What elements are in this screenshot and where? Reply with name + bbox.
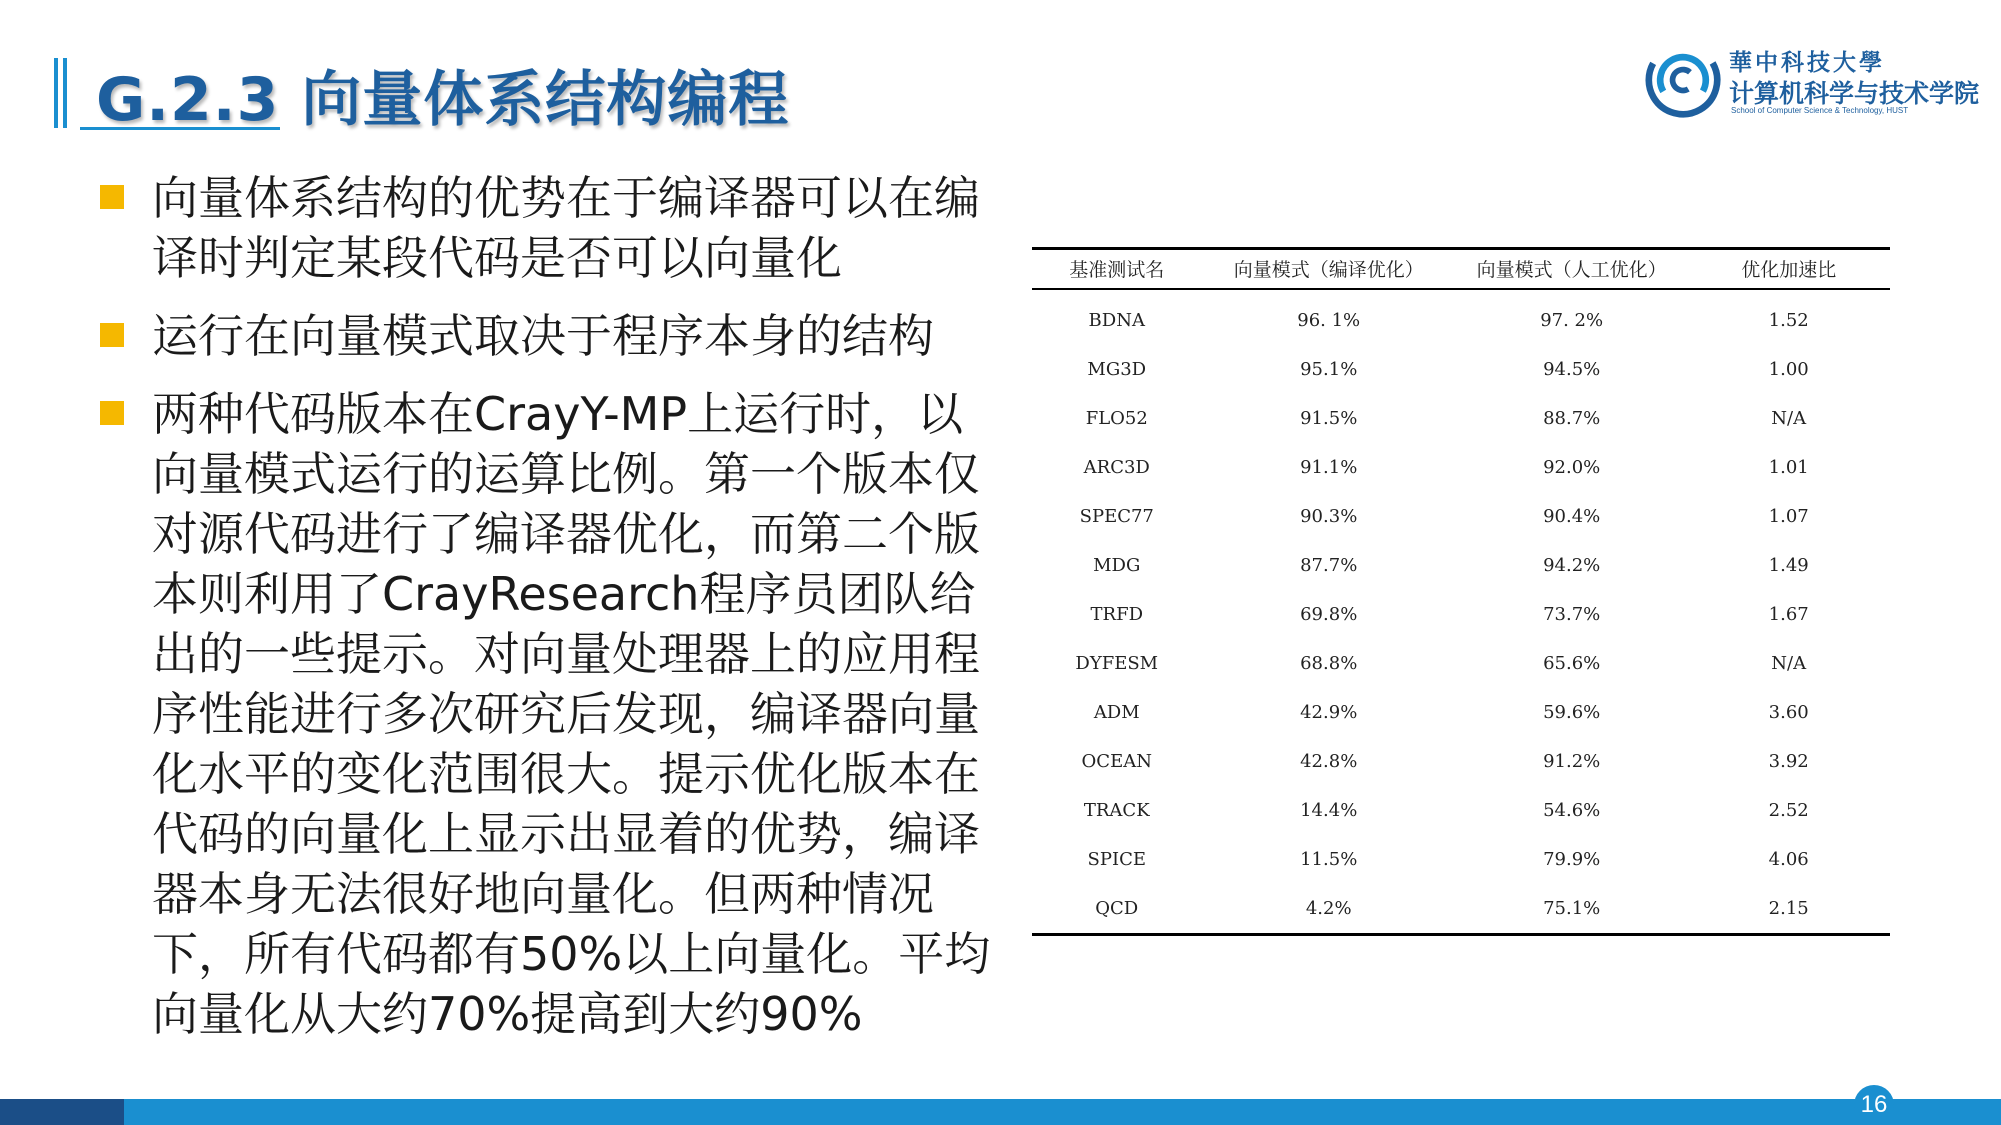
compiler-optimized-cell: 11.5% — [1300, 849, 1358, 870]
page-number: 16 — [1854, 1085, 1894, 1125]
bullet-item — [100, 306, 1000, 366]
hand-optimized-cell: 94.5% — [1543, 359, 1601, 380]
benchmark-name-cell: DYFESM — [1075, 653, 1159, 674]
table-row — [1032, 884, 1890, 935]
benchmark-name-cell: MDG — [1093, 555, 1141, 576]
table-row — [1032, 541, 1890, 590]
bullet-item — [100, 384, 1000, 1044]
square-bullet-icon — [100, 185, 124, 209]
table-row — [1032, 737, 1890, 786]
bullet-text: 运行在向量模式取决于程序本身的结构 — [152, 309, 934, 363]
speedup-cell: 2.52 — [1768, 800, 1809, 821]
speedup-cell: N/A — [1771, 408, 1807, 429]
hand-optimized-cell: 75.1% — [1543, 898, 1601, 919]
table-row — [1032, 688, 1890, 737]
hand-optimized-cell: 97. 2% — [1540, 310, 1604, 331]
table-row — [1032, 639, 1890, 688]
table-row — [1032, 492, 1890, 541]
compiler-optimized-cell: 14.4% — [1300, 800, 1358, 821]
column-header-speedup: 优化加速比 — [1741, 259, 1837, 281]
compiler-optimized-cell: 90.3% — [1300, 506, 1358, 527]
table-row — [1032, 443, 1890, 492]
bullet-text: 向量体系结构的优势在于编译器可以在编译时判定某段代码是否可以向量化 — [152, 171, 980, 285]
table-row — [1032, 345, 1890, 394]
column-header-benchmark: 基准测试名 — [1069, 259, 1165, 281]
speedup-cell: N/A — [1771, 653, 1807, 674]
hand-optimized-cell: 88.7% — [1543, 408, 1601, 429]
hand-optimized-cell: 90.4% — [1543, 506, 1601, 527]
speedup-cell: 1.52 — [1768, 310, 1809, 331]
logo-school-name-en: School of Computer Science & Technology, HUST — [1731, 106, 1909, 115]
benchmark-name-cell: TRFD — [1090, 604, 1143, 625]
speedup-cell: 2.15 — [1768, 898, 1809, 919]
hand-optimized-cell: 79.9% — [1543, 849, 1601, 870]
speedup-cell: 1.49 — [1768, 555, 1809, 576]
footer-bar-left-segment — [0, 1099, 124, 1125]
table-header-row — [1032, 249, 1890, 290]
bullet-item — [100, 168, 1000, 288]
hand-optimized-cell: 94.2% — [1543, 555, 1601, 576]
speedup-cell: 3.92 — [1768, 751, 1809, 772]
benchmark-name-cell: OCEAN — [1081, 751, 1152, 772]
hand-optimized-cell: 59.6% — [1543, 702, 1601, 723]
square-bullet-icon — [100, 401, 124, 425]
table-row — [1032, 394, 1890, 443]
benchmark-name-cell: BDNA — [1088, 310, 1145, 331]
benchmark-name-cell: FLO52 — [1085, 408, 1148, 429]
speedup-cell: 3.60 — [1768, 702, 1809, 723]
footer-bar — [0, 1099, 2001, 1125]
compiler-optimized-cell: 42.8% — [1300, 751, 1358, 772]
hand-optimized-cell: 54.6% — [1543, 800, 1601, 821]
compiler-optimized-cell: 96. 1% — [1297, 310, 1361, 331]
benchmark-name-cell: SPICE — [1087, 849, 1146, 870]
compiler-optimized-cell: 95.1% — [1300, 359, 1358, 380]
benchmark-table — [1032, 247, 1890, 936]
benchmark-name-cell: TRACK — [1083, 800, 1150, 821]
speedup-cell: 4.06 — [1768, 849, 1809, 870]
column-header-compiler-optimized: 向量模式（编译优化） — [1233, 259, 1424, 281]
hust-swirl-logo-icon — [1645, 42, 1721, 118]
speedup-cell: 1.67 — [1768, 604, 1809, 625]
compiler-optimized-cell: 91.1% — [1300, 457, 1358, 478]
table-row — [1032, 590, 1890, 639]
hand-optimized-cell: 92.0% — [1543, 457, 1601, 478]
compiler-optimized-cell: 69.8% — [1300, 604, 1358, 625]
table-row — [1032, 835, 1890, 884]
benchmark-name-cell: SPEC77 — [1079, 506, 1154, 527]
benchmark-name-cell: ARC3D — [1083, 457, 1150, 478]
logo-university-name: 華中科技大學 — [1729, 49, 1885, 76]
bullet-text: 两种代码版本在CrayY-MP上运行时，以向量模式运行的运算比例。第一个版本仅对源代码进行了编译器优化，而第二个版本则利用了CrayResearch程序员团队给出的一些提示。对向量处理器上的应用程序性能进行多次研究后发现，编译器向量化水平的变化范围很大。提示优化版本在代码的向量化上显示出显着的优势，编译器本身无法很好地向量化。但两种情况下，所有代码都有50%以上向量化。平均向量化从大约70%提高到大约90% — [152, 387, 991, 1041]
benchmark-name-cell: MG3D — [1087, 359, 1147, 380]
compiler-optimized-cell: 42.9% — [1300, 702, 1358, 723]
table-row — [1032, 289, 1890, 345]
title-decoration-bars — [54, 58, 70, 128]
benchmark-name-cell: ADM — [1093, 702, 1140, 723]
logo-school-name: 计算机科学与技术学院 — [1729, 79, 1980, 108]
compiler-optimized-cell: 91.5% — [1300, 408, 1358, 429]
bullet-list — [100, 168, 1000, 1062]
table-body — [1032, 289, 1890, 935]
compiler-optimized-cell: 4.2% — [1305, 898, 1352, 919]
speedup-cell: 1.00 — [1768, 359, 1809, 380]
slide-title: G.2.3 向量体系结构编程 — [96, 65, 790, 135]
hand-optimized-cell: 91.2% — [1543, 751, 1601, 772]
square-bullet-icon — [100, 323, 124, 347]
benchmark-name-cell: QCD — [1095, 898, 1139, 919]
hand-optimized-cell: 65.6% — [1543, 653, 1601, 674]
hand-optimized-cell: 73.7% — [1543, 604, 1601, 625]
speedup-cell: 1.07 — [1768, 506, 1809, 527]
compiler-optimized-cell: 68.8% — [1300, 653, 1358, 674]
table-row — [1032, 786, 1890, 835]
speedup-cell: 1.01 — [1768, 457, 1809, 478]
column-header-hand-optimized: 向量模式（人工优化） — [1476, 259, 1667, 281]
university-logo — [1645, 40, 1980, 120]
compiler-optimized-cell: 87.7% — [1300, 555, 1358, 576]
